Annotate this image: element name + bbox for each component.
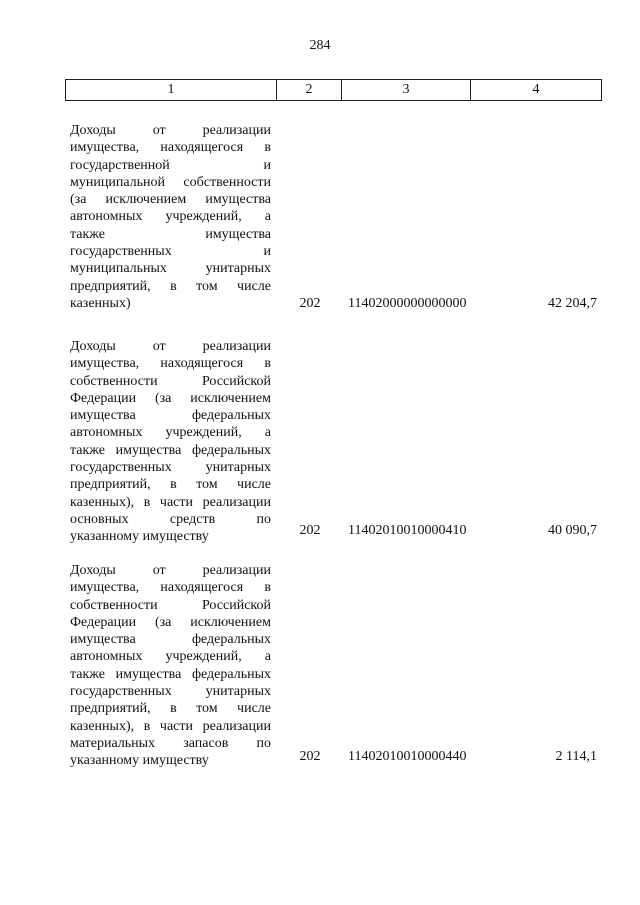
admin-code: 202	[299, 749, 321, 764]
header-col-1: 1	[66, 80, 277, 100]
description-line: имущества, находящегося в	[70, 580, 271, 596]
description-line: Федерации (за исключением	[70, 390, 271, 406]
amount: 2 114,1	[555, 749, 597, 764]
amount: 40 090,7	[548, 523, 597, 538]
description-line: казенных), в части реализации	[70, 494, 271, 510]
description-line: муниципальных унитарных	[70, 261, 271, 277]
kbk-code: 11402010010000410	[348, 523, 467, 538]
description-line: автономных учреждений, а	[70, 425, 271, 441]
admin-code: 202	[299, 523, 321, 538]
description-line: имущества федеральных	[70, 632, 271, 648]
description-line: государственной и	[70, 157, 271, 173]
table-header	[65, 79, 602, 101]
description-line: Федерации (за исключением	[70, 614, 271, 630]
description-line: основных средств по	[70, 511, 271, 527]
header-col-2: 2	[277, 80, 342, 100]
description-line: предприятий, в том числе	[70, 701, 271, 717]
row-description	[70, 562, 271, 770]
header-col-3: 3	[342, 80, 471, 100]
description-line: казенных), в части реализации	[70, 718, 271, 734]
description-line: имущества, находящегося в	[70, 140, 271, 156]
description-line: также имущества	[70, 226, 271, 242]
description-line: материальных запасов по	[70, 735, 271, 751]
description-line: предприятий, в том числе	[70, 278, 271, 294]
description-line: предприятий, в том числе	[70, 477, 271, 493]
description-line: также имущества федеральных	[70, 666, 271, 682]
description-line: указанному имуществу	[70, 529, 209, 545]
admin-code: 202	[299, 296, 321, 311]
description-line: Доходы от реализации	[70, 339, 271, 354]
description-line: имущества федеральных	[70, 408, 271, 424]
description-line: (за исключением имущества	[70, 192, 271, 208]
kbk-code: 11402010010000440	[348, 749, 467, 764]
description-line: Доходы от реализации	[70, 123, 271, 138]
description-line: государственных унитарных	[70, 684, 271, 700]
description-line: муниципальной собственности	[70, 174, 271, 190]
row-description	[70, 338, 271, 546]
description-line: также имущества федеральных	[70, 442, 271, 458]
description-line: собственности Российской	[70, 597, 271, 613]
amount: 42 204,7	[548, 296, 597, 311]
description-line: собственности Российской	[70, 373, 271, 389]
header-col-4: 4	[532, 82, 540, 97]
page-number: 284	[309, 38, 331, 53]
description-line: автономных учреждений, а	[70, 209, 271, 225]
row-description	[70, 122, 271, 312]
description-line: казенных)	[70, 295, 131, 311]
description-line: государственных и	[70, 244, 271, 260]
description-line: государственных унитарных	[70, 460, 271, 476]
description-line: имущества, находящегося в	[70, 356, 271, 372]
description-line: автономных учреждений, а	[70, 649, 271, 665]
description-line: Доходы от реализации	[70, 563, 271, 578]
kbk-code: 11402000000000000	[348, 296, 467, 311]
description-line: указанному имуществу	[70, 753, 209, 769]
